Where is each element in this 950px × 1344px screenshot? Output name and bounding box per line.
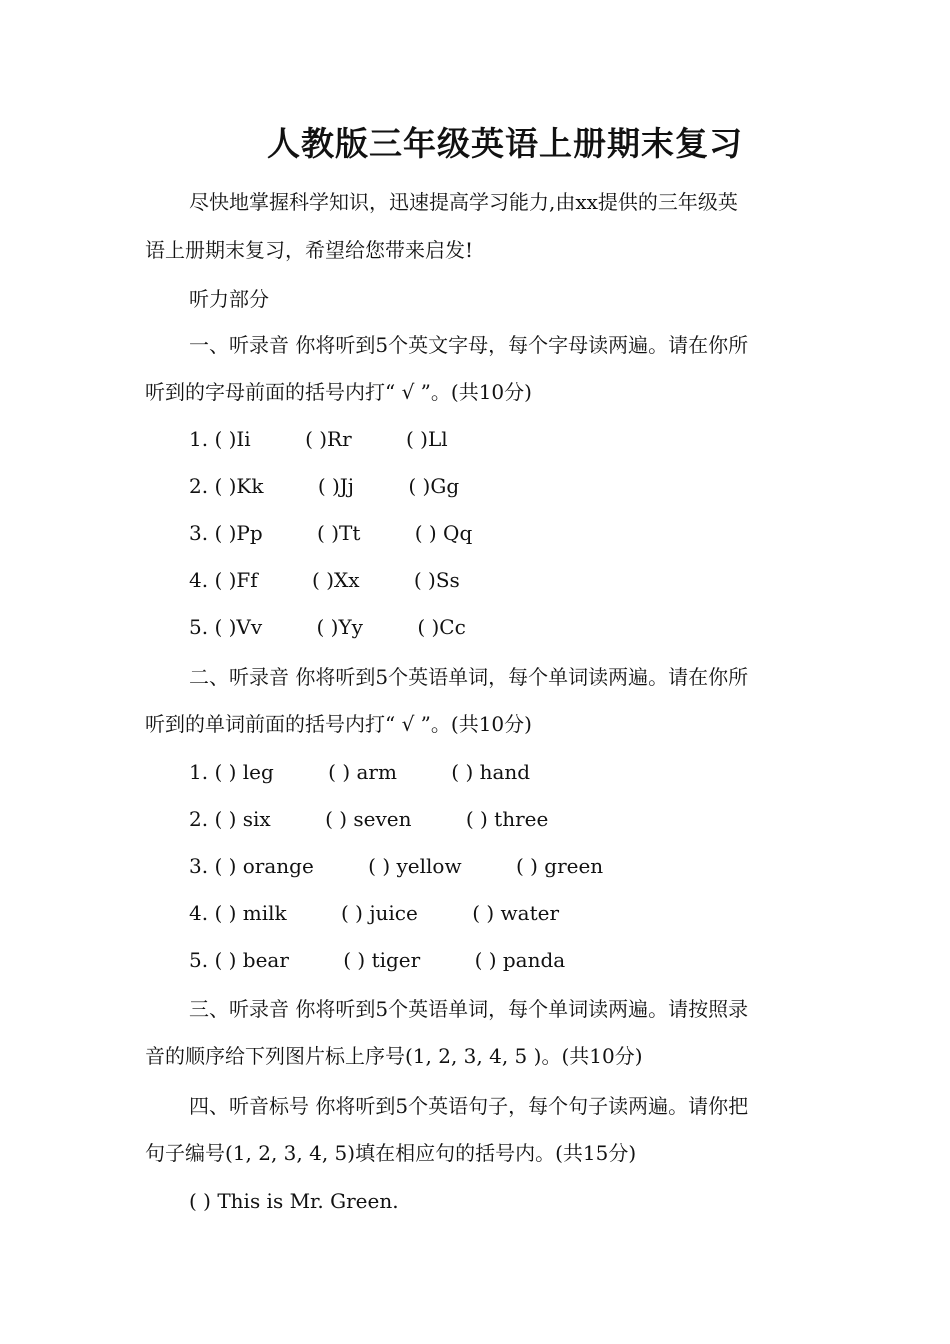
list-item — [189, 760, 530, 784]
list-item — [189, 521, 472, 545]
list-item — [189, 807, 548, 831]
page-title: 人教版三年级英语上册期末复习 — [267, 124, 743, 163]
option: 1. ( )Ii — [189, 427, 251, 451]
option: ( ) seven — [325, 807, 412, 831]
option: ( ) arm — [328, 760, 397, 784]
sentence-item: ( ) This is Mr. Green. — [189, 1189, 399, 1213]
option: 3. ( ) orange — [189, 854, 314, 878]
option: 2. ( ) six — [189, 807, 271, 831]
option: ( ) water — [472, 901, 559, 925]
option: 2. ( )Kk — [189, 474, 264, 498]
option: ( )Ss — [413, 568, 460, 592]
part1-instruction-2: 听到的字母前面的括号内打“ √ ”。(共10分) — [145, 380, 532, 404]
option: 5. ( ) bear — [189, 948, 289, 972]
option: ( ) three — [465, 807, 549, 831]
option: 4. ( ) milk — [189, 901, 287, 925]
section-heading: 听力部分 — [189, 287, 269, 311]
option: ( ) juice — [341, 901, 418, 925]
option: ( )Tt — [317, 521, 361, 545]
part4-instruction-1: 四、听音标号 你将听到5个英语句子，每个句子读两遍。请你把 — [189, 1094, 749, 1118]
option: ( )Cc — [417, 615, 466, 639]
part3-instruction-1: 三、听录音 你将听到5个英语单词，每个单词读两遍。请按照录 — [189, 997, 749, 1021]
list-item — [189, 568, 460, 592]
list-item — [189, 901, 559, 925]
list-item — [189, 474, 459, 498]
option: ( ) panda — [474, 948, 566, 972]
part2-instruction-2: 听到的单词前面的括号内打“ √ ”。(共10分) — [145, 712, 532, 736]
option: ( ) yellow — [368, 854, 462, 878]
option: ( )Rr — [305, 427, 352, 451]
list-item — [189, 615, 466, 639]
list-item — [189, 427, 448, 451]
option: 4. ( )Ff — [189, 568, 258, 592]
option: ( )Yy — [316, 615, 363, 639]
option: 1. ( ) leg — [189, 760, 274, 784]
option: ( )Gg — [408, 474, 460, 498]
part1-instruction-1: 一、听录音 你将听到5个英文字母，每个字母读两遍。请在你所 — [189, 333, 749, 357]
part2-instruction-1: 二、听录音 你将听到5个英语单词，每个单词读两遍。请在你所 — [189, 665, 749, 689]
option: ( )Xx — [312, 568, 360, 592]
option: 5. ( )Vv — [189, 615, 263, 639]
part4-instruction-2: 句子编号(1, 2, 3, 4, 5)填在相应句的括号内。(共15分) — [145, 1141, 637, 1165]
option: ( ) Qq — [414, 521, 473, 545]
intro-line-2: 语上册期末复习，希望给您带来启发! — [145, 238, 474, 262]
intro-line-1: 尽快地掌握科学知识，迅速提高学习能力,由xx提供的三年级英 — [189, 190, 738, 214]
option: 3. ( )Pp — [189, 521, 263, 545]
option: ( )Jj — [317, 474, 355, 498]
option: ( ) green — [515, 854, 604, 878]
part3-instruction-2: 音的顺序给下列图片标上序号(1, 2, 3, 4, 5 )。(共10分) — [145, 1044, 643, 1068]
option: ( ) tiger — [343, 948, 421, 972]
list-item — [189, 854, 603, 878]
option: ( ) hand — [451, 760, 531, 784]
option: ( )Ll — [406, 427, 448, 451]
list-item — [189, 948, 565, 972]
